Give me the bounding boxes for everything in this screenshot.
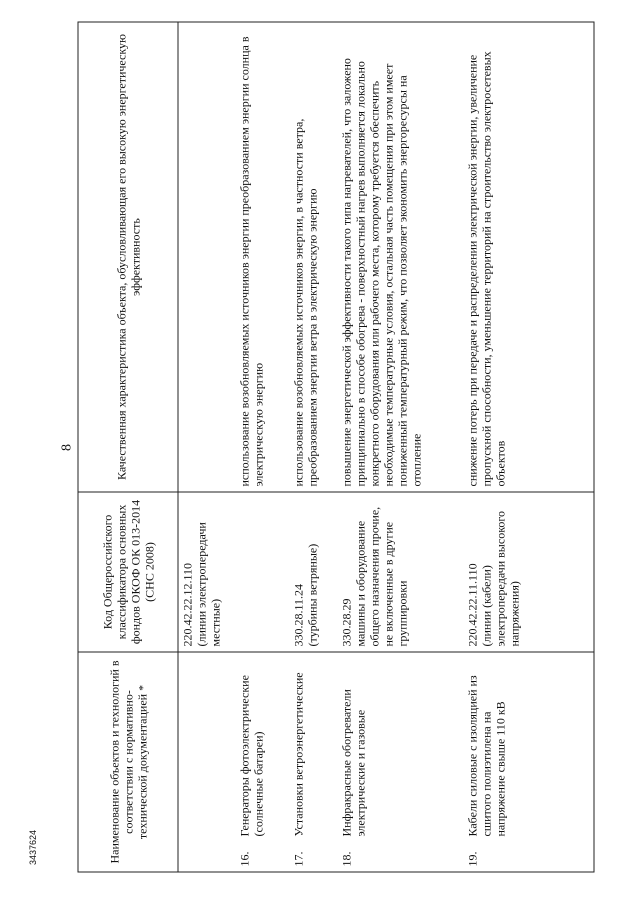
okof-code — [178, 492, 236, 652]
page-number: 8 — [59, 444, 75, 451]
characteristic: снижение потерь при передаче и распределении электрической энергии, увеличение пропускной способности, уменьшение территорий на строительство электросетевых объектов — [464, 22, 595, 492]
table-row — [236, 22, 290, 872]
okof-code — [464, 492, 595, 652]
table-row — [338, 22, 464, 872]
characteristic: повышение энергетической эффективности такого типа нагревателей, что заложено принципиально в способе обогрева - поверхностный нагрев выполняется локально конкретного оборудования или рабочего места, которому требуется обеспечить необходимые температурные условия, остальная часть помещения при этом имеет пониженный температурный режим, что позволяет экономить энергоресурсы на отопление — [338, 22, 464, 492]
code-value: 330.28.29 машины и оборудование общего назначения прочие, не включенные в другие группировки — [339, 506, 410, 647]
name-cell — [464, 652, 595, 872]
okof-code — [290, 492, 338, 652]
okof-code — [338, 492, 464, 652]
header-characteristic: Качественная характеристика объекта, обусловливающая его высокую энергетическую эффективность — [78, 22, 178, 492]
name-cell — [236, 652, 290, 872]
table-header-row — [78, 22, 178, 872]
characteristic: использование возобновляемых источников энергии преобразованием энергии солнца в электрическую энергию — [236, 22, 290, 492]
code-value: 220.42.22.11.110 (линии (кабели) электропередачи высокого напряжения) — [465, 510, 522, 647]
name-cell — [290, 652, 338, 872]
name-cell — [178, 652, 236, 872]
header-okof-code: Код Общероссийского классификатора основных фондов ОКОФ ОК 013-2014 (СНС 2008) — [78, 492, 178, 652]
code-value: 220.42.22.12.110 (линии электропередачи местные) — [180, 522, 223, 647]
object-name: Кабели силовые с изоляцией из сшитого полиэтилена на напряжение свыше 110 кВ — [465, 675, 508, 837]
rotated-page — [58, 18, 573, 878]
object-name: Генераторы фотоэлектрические (солнечные батареи) — [237, 675, 266, 837]
table-row — [178, 22, 236, 872]
row-number: 19. — [465, 851, 480, 867]
row-number: 18. — [339, 851, 354, 867]
object-name: Установки ветроэнергетические — [291, 672, 306, 837]
code-value: 330.28.11.24 (турбины ветряные) — [291, 543, 320, 647]
header-name: Наименование объектов и технологий в соответствии с нормативно-технической документацией * — [78, 652, 178, 872]
characteristic — [178, 22, 236, 492]
row-number: 16. — [237, 851, 252, 867]
characteristic: использование возобновляемых источников энергии, в частности ветра, преобразованием энергии ветра в электрическую энергию — [290, 22, 338, 492]
okof-code — [236, 492, 290, 652]
document-id: 3437624 — [28, 829, 38, 865]
row-number: 17. — [291, 851, 306, 867]
object-name: Инфракрасные обогреватели электрические и газовые — [339, 689, 368, 837]
table-row — [464, 22, 595, 872]
name-cell — [338, 652, 464, 872]
objects-table — [78, 22, 595, 873]
table-row — [290, 22, 338, 872]
